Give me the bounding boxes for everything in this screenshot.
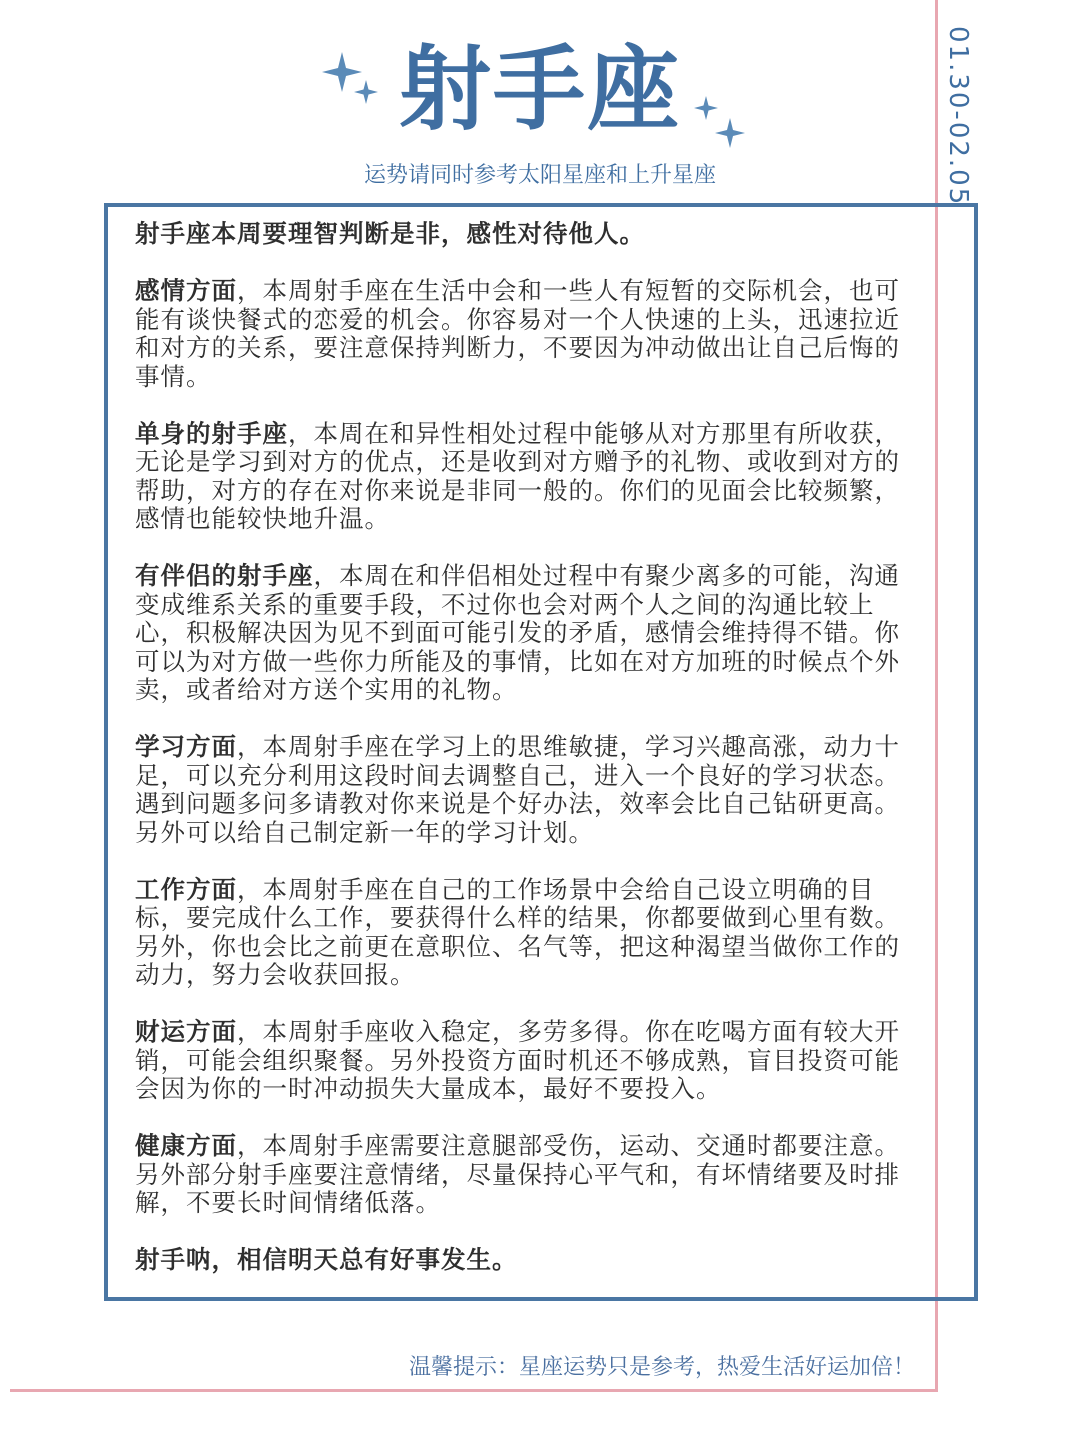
section-text: ，本周射手座在自己的工作场景中会给自己设立明确的目标，要完成什么工作，要获得什么样的结果，你都要做到心里有数。另外，你也会比之前更在意职位、名气等，把这种渴望当做你工作的动力，努力会收获回报。 [135, 874, 900, 989]
section-heading: 感情方面 [135, 276, 237, 305]
section-health [135, 1132, 917, 1218]
section-heading: 单身的射手座 [135, 418, 288, 448]
section-text: ，本周射手座收入稳定，多劳多得。你在吃喝方面有较大开销，可能会组织聚餐。另外投资方面时机还不够成熟，盲目投资可能会因为你的一时冲动损失大量成本，最好不要投入。 [135, 1017, 900, 1103]
section-heading: 健康方面 [135, 1131, 237, 1160]
section-study [135, 733, 917, 847]
footer-tip: 温馨提示：星座运势只是参考，热爱生活好运加倍！ [408, 1355, 915, 1380]
horoscope-content [135, 220, 917, 1303]
section-love [135, 277, 917, 391]
section-text: ，本周射手座在学习上的思维敏捷，学习兴趣高涨，动力十足，可以充分利用这段时间去调整自己，进入一个良好的学习状态。遇到问题多问多请教对你来说是个好办法，效率会比自己钻研更高。另外可以给自己制定新一年的学习计划。 [135, 732, 900, 847]
closing-line: 射手呐，相信明天总有好事发生。 [135, 1245, 518, 1274]
section-text: ，本周在和异性相处过程中能够从对方那里有所收获，无论是学习到对方的优点，还是收到对方赠予的礼物、或收到对方的帮助，对方的存在对你来说是非同一般的。你们的见面会比较频繁，感情也能较快地升温。 [135, 418, 900, 533]
section-text: ，本周射手座需要注意腿部受伤，运动、交通时都要注意。另外部分射手座要注意情绪，尽量保持心平气和，有坏情绪要及时排解，不要长时间情绪低落。 [135, 1131, 900, 1217]
section-heading: 学习方面 [135, 732, 237, 761]
section-text: ，本周射手座在生活中会和一些人有短暂的交际机会，也可能有谈快餐式的恋爱的机会。你容易对一个人快速的上头，迅速拉近和对方的关系，要注意保持判断力，不要因为冲动做出让自己后悔的事情。 [135, 276, 900, 391]
intro-line: 射手座本周要理智判断是非，感性对待他人。 [135, 219, 645, 248]
date-range: 01.30-02.05 [943, 26, 973, 207]
section-wealth [135, 1018, 917, 1104]
pink-horizontal-line [10, 1389, 938, 1392]
section-heading: 财运方面 [135, 1017, 237, 1046]
section-heading: 工作方面 [135, 874, 237, 904]
section-single [135, 420, 917, 534]
page-subtitle: 运势请同时参考太阳星座和上升星座 [363, 163, 716, 188]
page-title: 射手座 [398, 36, 681, 143]
section-heading: 有伴侣的射手座 [135, 561, 314, 590]
section-work [135, 876, 917, 990]
section-partnered [135, 562, 917, 705]
section-text: ，本周在和伴侣相处过程中有聚少离多的可能，沟通变成维系关系的重要手段，不过你也会对两个人之间的沟通比较上心，积极解决因为见不到面可能引发的矛盾，感情会维持得不错。你可以为对方做一些你力所能及的事情，比如在对方加班的时候点个外卖，或者给对方送个实用的礼物。 [135, 561, 900, 704]
